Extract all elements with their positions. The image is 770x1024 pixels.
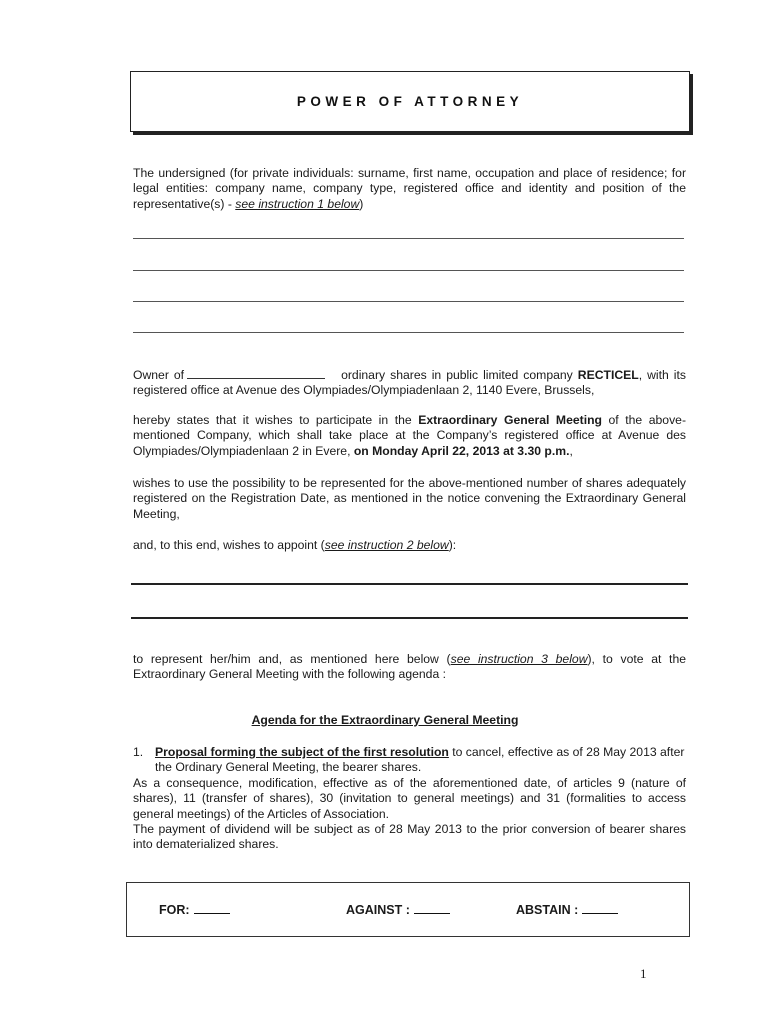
company-name: RECTICEL <box>577 368 639 382</box>
vote-intro-paragraph <box>133 652 686 683</box>
vote-abstain-label: ABSTAIN : <box>516 903 579 917</box>
representative-field-2[interactable] <box>133 270 684 271</box>
vote-intro-b: ), to vote at the Extraordinary General Meeting with the following agenda : <box>133 652 687 682</box>
owner-paragraph <box>133 367 686 399</box>
instruction-3-link[interactable]: see instruction 3 below <box>450 652 588 666</box>
agenda-item-first-line <box>155 745 686 776</box>
representative-field-1[interactable] <box>133 238 684 239</box>
agenda-item-text1: to cancel, effective as of 28 May 2013 after the Ordinary General Meeting, the bearer shares. <box>155 745 685 775</box>
vote-intro-a: to represent her/him and, as mentioned here below ( <box>133 652 451 666</box>
agenda-item-number: 1. <box>133 745 144 759</box>
meeting-paragraph <box>133 413 686 459</box>
owner-prefix: Owner of <box>133 368 185 382</box>
agenda-item-heading: Proposal forming the subject of the first resolution <box>155 745 449 759</box>
title-box <box>130 71 690 132</box>
represent-paragraph: wishes to use the possibility to be represented for the above-mentioned number of shares adequately registered on the Registration Date, as mentioned in the notice convening the Extraordinary General Meeting, <box>133 476 686 521</box>
proxy-field-1[interactable] <box>131 583 688 585</box>
intro-text: The undersigned (for private individuals: surname, first name, occupation and place of residence; for legal entities: company name, company type, registered office and identity and position of the representative(s) - <box>133 166 686 211</box>
intro-end: ) <box>359 196 364 211</box>
proxy-field-2[interactable] <box>131 617 688 619</box>
vote-box <box>126 882 690 937</box>
agenda-item-text2: As a consequence, modification, effective as of the aforementioned date, of articles 9 (nature of shares), 11 (transfer of shares), 30 (invitation to general meetings) and 31 (formalities to access general meetings) of the Articles of Association. <box>133 775 686 821</box>
vote-for-field[interactable] <box>194 903 230 914</box>
document-title: POWER OF ATTORNEY <box>296 93 524 109</box>
intro-paragraph <box>133 166 686 212</box>
meeting-date: on Monday April 22, 2013 at 3.30 p.m. <box>353 443 570 458</box>
vote-against-label: AGAINST : <box>346 903 410 917</box>
vote-for[interactable] <box>159 903 230 918</box>
owner-suffix: , with its registered office at Avenue des Olympiades/Olympiadenlaan 2, 1140 Evere, Brussels, <box>133 368 686 398</box>
agenda-item <box>133 745 686 853</box>
representative-field-4[interactable] <box>133 332 684 333</box>
vote-against[interactable] <box>346 903 450 918</box>
appoint-paragraph <box>133 538 686 553</box>
meeting-text-e: , <box>569 443 573 458</box>
appoint-text-a: and, to this end, wishes to appoint ( <box>133 538 325 552</box>
vote-against-field[interactable] <box>414 903 450 914</box>
appoint-text-b: ): <box>448 538 457 552</box>
vote-abstain[interactable] <box>516 903 618 918</box>
agenda-title: Agenda for the Extraordinary General Meeting <box>251 713 519 727</box>
meeting-text-a: hereby states that it wishes to participate in the <box>133 413 419 427</box>
meeting-text-c: of the above-mentioned Company, which shall take place at the Company’s registered office at Avenue des Olympiades/Olympiadenlaan 2 in Evere, <box>133 413 686 458</box>
instruction-2-link[interactable]: see instruction 2 below <box>324 538 449 552</box>
page-number: 1 <box>640 966 647 981</box>
instruction-1-link[interactable]: see instruction 1 below <box>235 196 360 211</box>
shares-count-field[interactable] <box>187 367 325 379</box>
vote-abstain-field[interactable] <box>582 903 618 914</box>
agenda-item-text3: The payment of dividend will be subject as of 28 May 2013 to the prior conversion of bearer shares into dematerialized shares. <box>133 822 686 852</box>
meeting-name: Extraordinary General Meeting <box>418 413 602 427</box>
vote-for-label: FOR: <box>159 903 190 917</box>
representative-field-3[interactable] <box>133 301 684 302</box>
owner-mid: ordinary shares in public limited company <box>341 368 578 382</box>
